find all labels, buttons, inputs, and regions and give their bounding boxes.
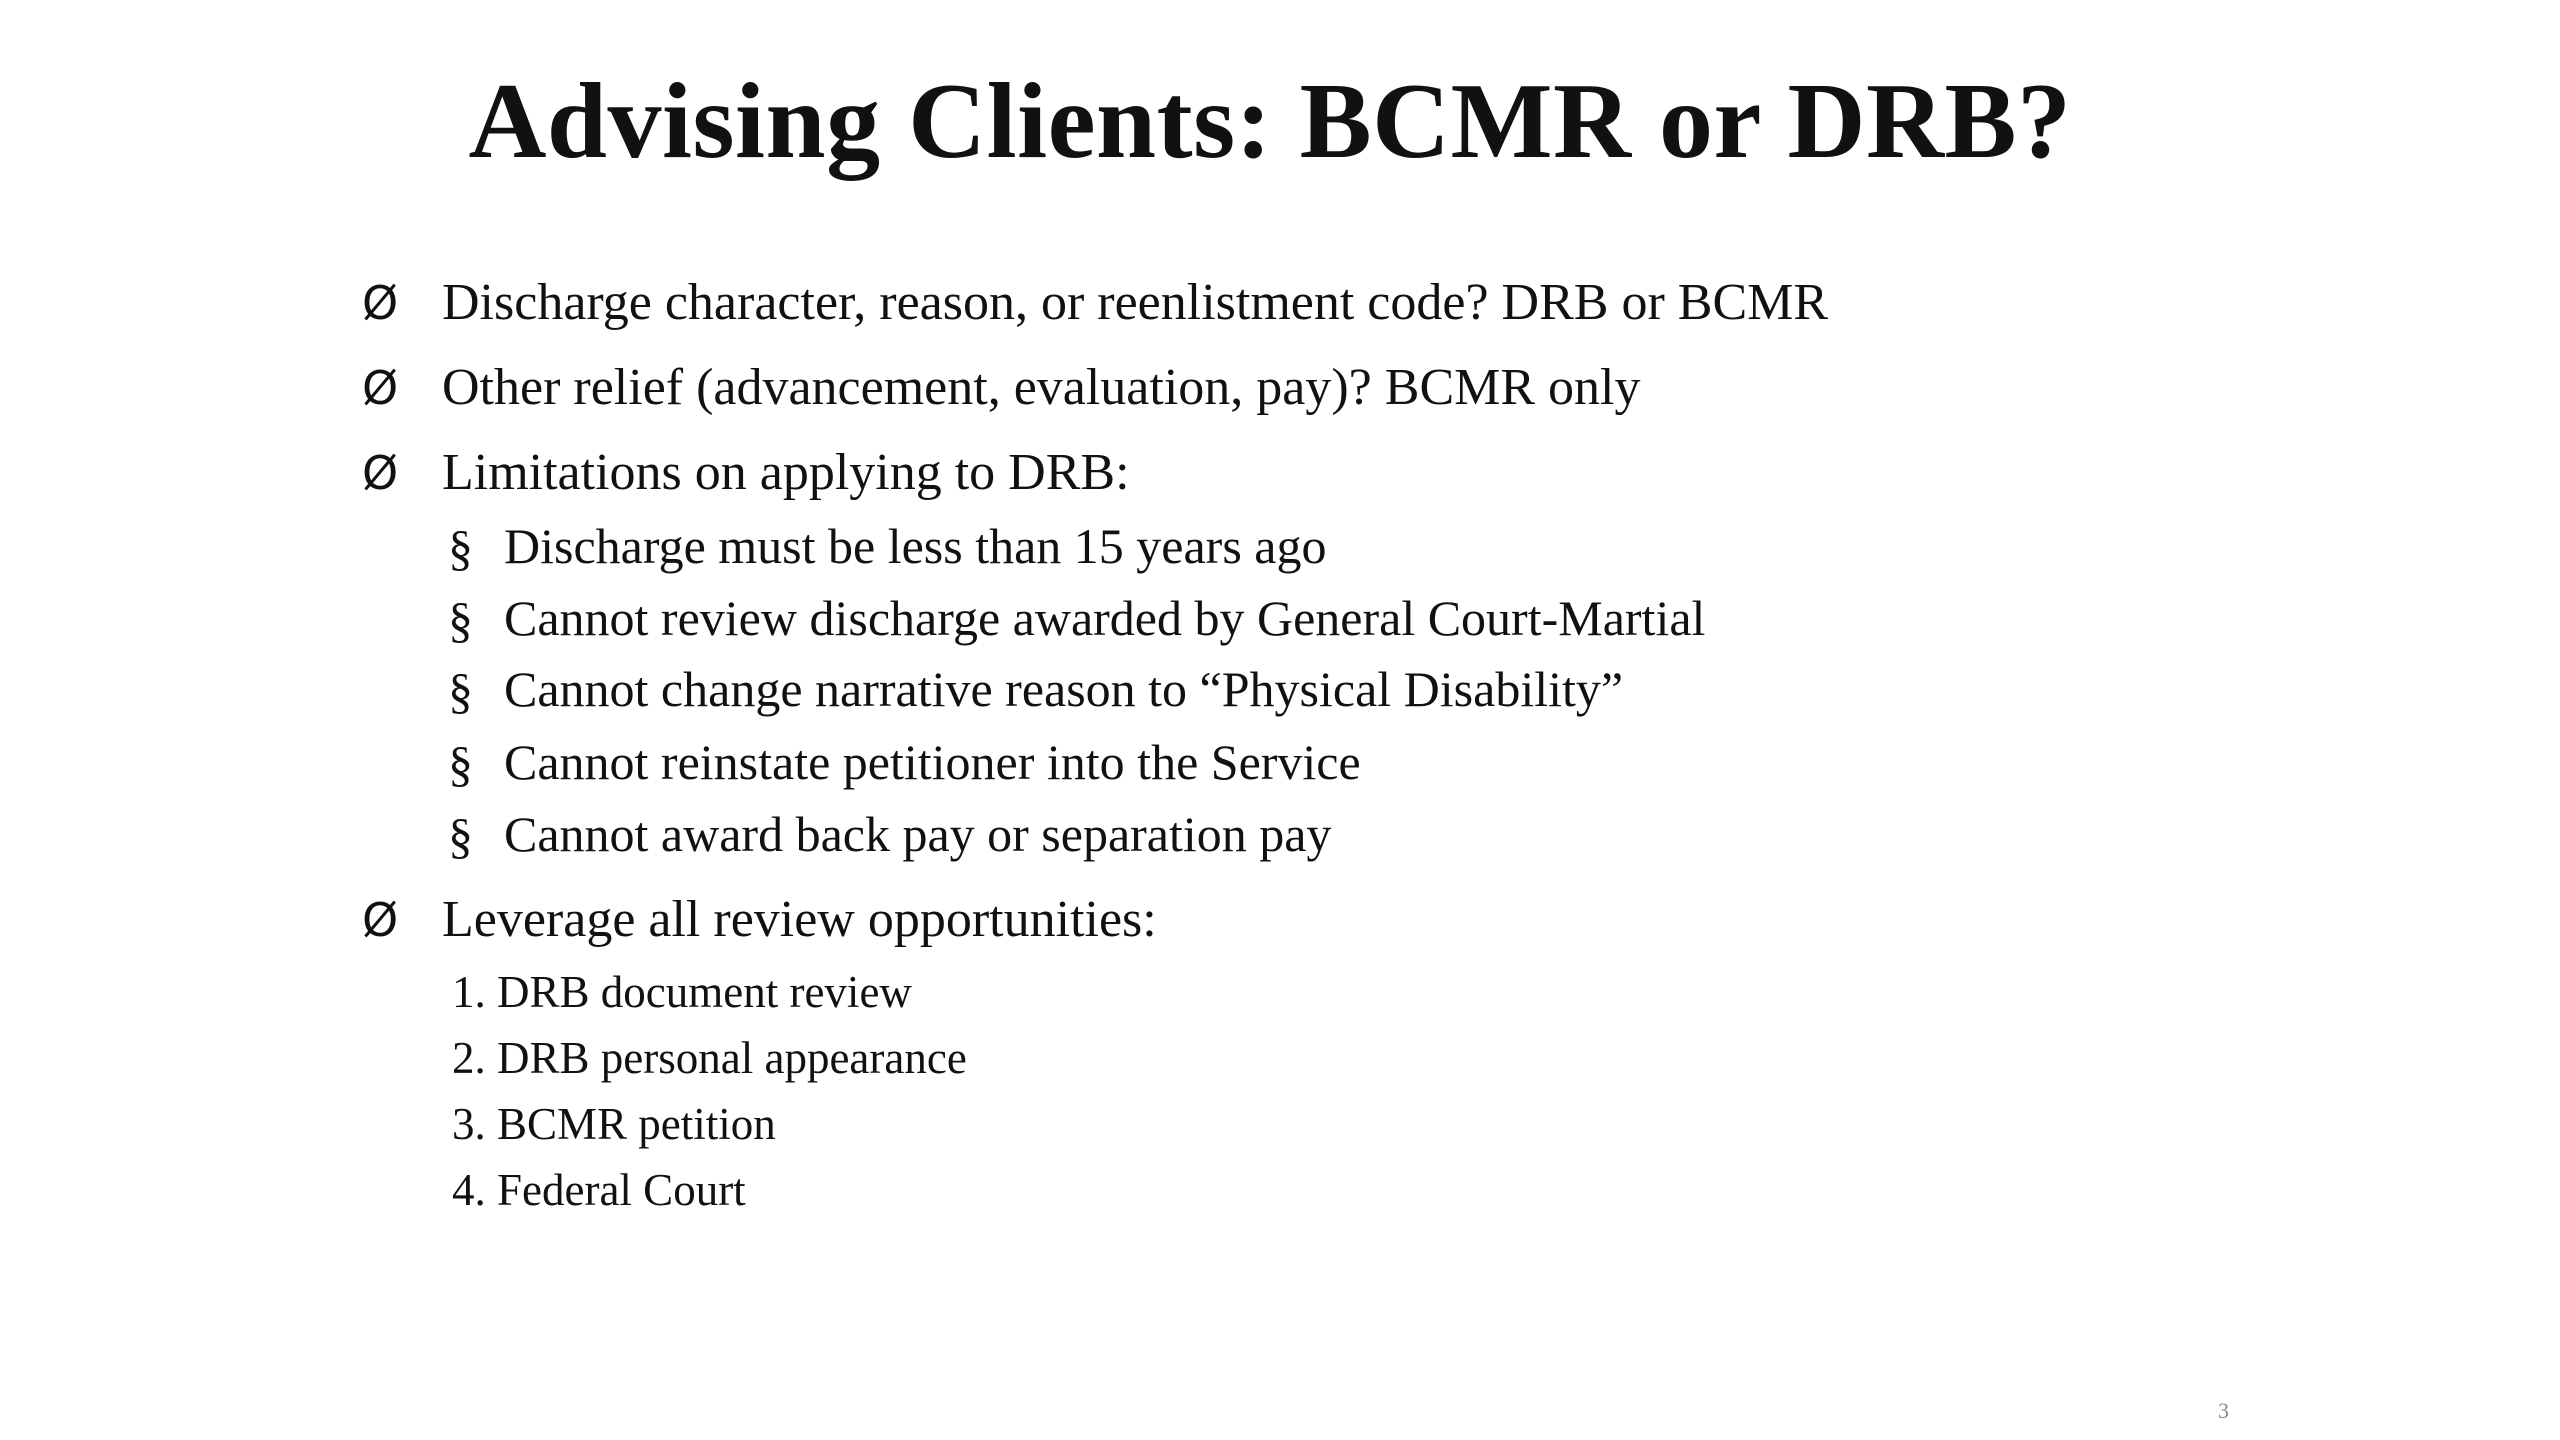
bullet-text: Limitations on applying to DRB: [442,444,1130,501]
arrow-bullet-icon: Ø [362,893,399,947]
section-bullet-icon: § [448,663,473,719]
sub-bullet-text: Cannot reinstate petitioner into the Service [504,734,1361,790]
section-bullet-icon: § [448,592,473,648]
section-bullet-icon: § [448,520,473,576]
arrow-bullet-icon: Ø [362,276,399,330]
numbered-item-text: 3. BCMR petition [452,1099,776,1149]
sub-bullet-text: Cannot review discharge awarded by General Court-Martial [504,590,1706,646]
sub-bullet-text: Cannot award back pay or separation pay [504,806,1332,862]
numbered-item-text: 1. DRB document review [452,967,912,1017]
arrow-bullet-icon: Ø [362,446,399,500]
numbered-item-text: 4. Federal Court [452,1165,746,1215]
bullet-text: Leverage all review opportunities: [442,891,1157,948]
sub-bullet-text: Cannot change narrative reason to “Physical Disability” [504,661,1624,717]
slide-title: Advising Clients: BCMR or DRB? [468,62,2072,181]
sub-bullet-text: Discharge must be less than 15 years ago [504,518,1327,574]
page-number: 3 [2218,1398,2229,1423]
section-bullet-icon: § [448,736,473,792]
bullet-text: Discharge character, reason, or reenlistment code? DRB or BCMR [442,274,1829,331]
section-bullet-icon: § [448,808,473,864]
bullet-text: Other relief (advancement, evaluation, pay)? BCMR only [442,359,1641,416]
arrow-bullet-icon: Ø [362,361,399,415]
numbered-item-text: 2. DRB personal appearance [452,1033,967,1083]
